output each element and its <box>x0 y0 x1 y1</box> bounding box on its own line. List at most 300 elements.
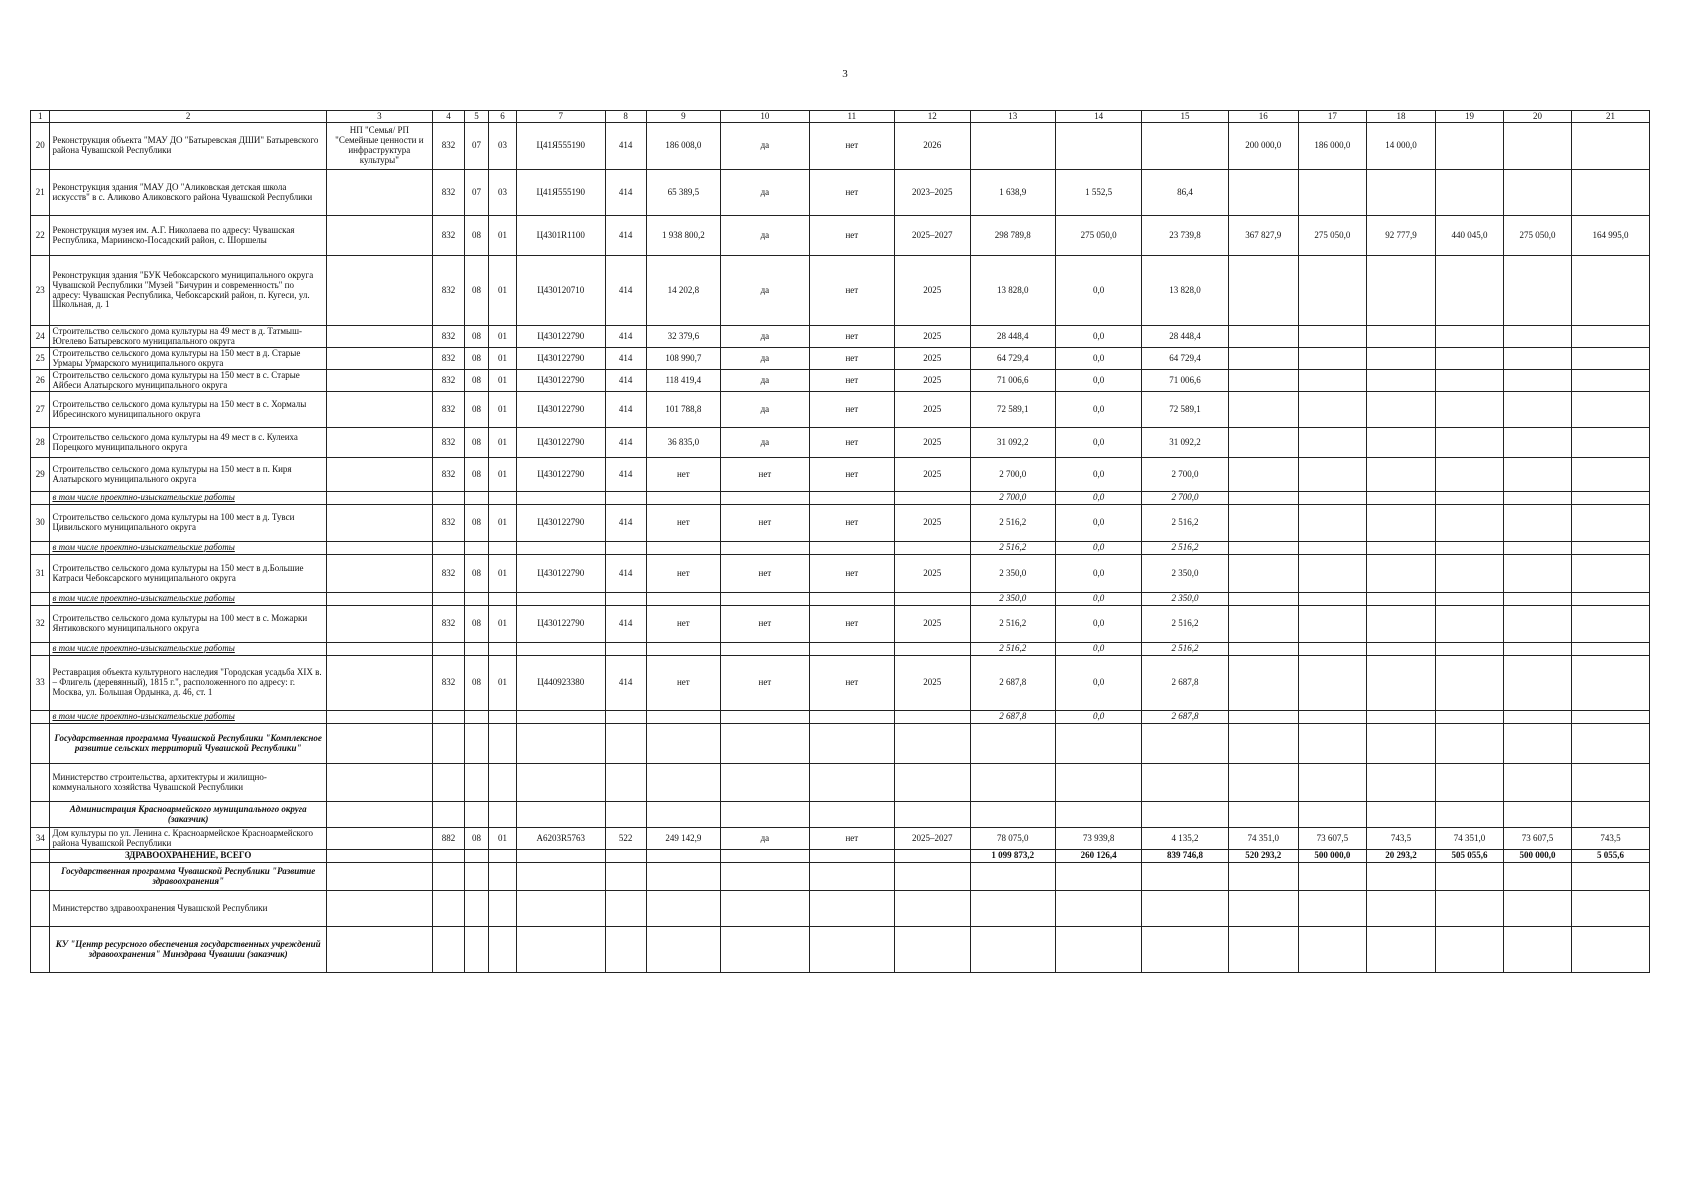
table-cell: 0,0 <box>1055 555 1141 593</box>
table-cell <box>1366 428 1435 458</box>
table-cell: Ц41Я555190 <box>516 170 605 216</box>
table-row <box>31 216 1650 256</box>
table-cell <box>1228 606 1298 643</box>
table-cell: 832 <box>432 370 464 392</box>
table-cell: 14 202,8 <box>646 256 721 326</box>
section-row <box>31 764 1650 802</box>
table-cell <box>465 863 489 891</box>
table-cell <box>1142 123 1228 170</box>
table-cell <box>1504 123 1572 170</box>
table-cell <box>1142 927 1228 973</box>
table-cell: 2 687,8 <box>1142 656 1228 711</box>
table-cell <box>516 492 605 505</box>
table-cell: 2025 <box>894 392 970 428</box>
column-number: 16 <box>1228 111 1298 123</box>
table-cell: 72 589,1 <box>1142 392 1228 428</box>
table-cell: 2 516,2 <box>970 542 1055 555</box>
table-cell <box>1366 492 1435 505</box>
table-cell: Ц430122790 <box>516 348 605 370</box>
table-cell <box>326 656 432 711</box>
table-cell: 64 729,4 <box>970 348 1055 370</box>
table-cell <box>1436 555 1504 593</box>
table-cell <box>1572 428 1650 458</box>
table-cell <box>1366 927 1435 973</box>
table-cell: нет <box>721 505 810 542</box>
table-cell: 0,0 <box>1055 643 1141 656</box>
table-cell <box>1228 492 1298 505</box>
table-cell <box>894 850 970 863</box>
table-cell: 522 <box>605 828 646 850</box>
table-cell <box>1436 326 1504 348</box>
table-cell: Ц430122790 <box>516 392 605 428</box>
column-number: 9 <box>646 111 721 123</box>
table-cell <box>488 891 516 927</box>
table-cell: 2025 <box>894 458 970 492</box>
subtotal-row <box>31 542 1650 555</box>
table-cell <box>488 492 516 505</box>
row-number: 28 <box>31 428 50 458</box>
table-cell: 1 099 873,2 <box>970 850 1055 863</box>
table-cell <box>1572 927 1650 973</box>
table-cell: 260 126,4 <box>1055 850 1141 863</box>
table-cell: 5 055,6 <box>1572 850 1650 863</box>
table-cell: 200 000,0 <box>1228 123 1298 170</box>
table-cell <box>1366 458 1435 492</box>
row-number: 33 <box>31 656 50 711</box>
table-row <box>31 123 1650 170</box>
table-cell <box>1228 656 1298 711</box>
table-cell <box>1298 392 1366 428</box>
table-cell: 414 <box>605 606 646 643</box>
table-cell <box>488 593 516 606</box>
table-cell <box>646 593 721 606</box>
table-cell <box>1504 170 1572 216</box>
table-cell: 31 092,2 <box>970 428 1055 458</box>
table-cell: 249 142,9 <box>646 828 721 850</box>
table-cell: 2023–2025 <box>894 170 970 216</box>
column-number: 6 <box>488 111 516 123</box>
table-cell <box>432 850 464 863</box>
object-name: Строительство сельского дома культуры на 49 мест в с. Кулеиха Порецкого муниципального округа <box>50 428 326 458</box>
row-number: 20 <box>31 123 50 170</box>
table-cell: 2 687,8 <box>970 711 1055 724</box>
table-cell: 2025 <box>894 370 970 392</box>
table-cell <box>721 850 810 863</box>
table-cell: 01 <box>488 828 516 850</box>
table-cell <box>1436 711 1504 724</box>
table-cell: Ц430122790 <box>516 326 605 348</box>
table-cell <box>1504 256 1572 326</box>
table-cell <box>721 764 810 802</box>
table-cell: нет <box>646 606 721 643</box>
table-cell: 2 700,0 <box>970 458 1055 492</box>
table-cell: 500 000,0 <box>1298 850 1366 863</box>
table-cell <box>326 392 432 428</box>
table-cell <box>1228 593 1298 606</box>
table-cell <box>1055 863 1141 891</box>
table-cell: 01 <box>488 256 516 326</box>
table-cell: 414 <box>605 348 646 370</box>
table-cell <box>326 326 432 348</box>
table-cell <box>488 724 516 764</box>
object-name: Администрация Красноармейского муниципального округа (заказчик) <box>50 802 326 828</box>
table-cell <box>1436 542 1504 555</box>
table-cell: 65 389,5 <box>646 170 721 216</box>
table-cell <box>1504 458 1572 492</box>
table-cell <box>605 492 646 505</box>
table-cell <box>1298 891 1366 927</box>
table-cell <box>465 643 489 656</box>
table-cell: 08 <box>465 828 489 850</box>
table-cell: да <box>721 326 810 348</box>
table-cell: да <box>721 216 810 256</box>
table-cell: нет <box>809 216 894 256</box>
table-row <box>31 326 1650 348</box>
table-cell <box>1055 724 1141 764</box>
table-cell: да <box>721 392 810 428</box>
table-cell <box>1142 891 1228 927</box>
table-cell: 832 <box>432 256 464 326</box>
table-cell <box>1228 643 1298 656</box>
table-cell <box>1298 458 1366 492</box>
table-cell: 78 075,0 <box>970 828 1055 850</box>
table-cell <box>605 927 646 973</box>
table-cell <box>1504 606 1572 643</box>
table-cell: 64 729,4 <box>1142 348 1228 370</box>
table-cell: 414 <box>605 326 646 348</box>
table-cell <box>326 370 432 392</box>
table-cell <box>516 802 605 828</box>
table-cell <box>1228 392 1298 428</box>
table-cell <box>605 802 646 828</box>
table-cell: 71 006,6 <box>1142 370 1228 392</box>
table-cell: 13 828,0 <box>1142 256 1228 326</box>
table-cell <box>721 542 810 555</box>
table-cell: Ц4301R1100 <box>516 216 605 256</box>
table-cell <box>894 593 970 606</box>
object-name: в том числе проектно-изыскательские работы <box>50 643 326 656</box>
table-cell <box>1436 593 1504 606</box>
table-cell <box>465 891 489 927</box>
table-cell <box>488 542 516 555</box>
table-cell <box>1504 370 1572 392</box>
table-cell <box>1142 863 1228 891</box>
table-cell <box>970 863 1055 891</box>
table-cell <box>1298 492 1366 505</box>
table-cell <box>1366 370 1435 392</box>
table-cell: 108 990,7 <box>646 348 721 370</box>
table-cell: 01 <box>488 505 516 542</box>
table-row <box>31 348 1650 370</box>
table-cell: 28 448,4 <box>1142 326 1228 348</box>
column-number: 15 <box>1142 111 1228 123</box>
table-cell <box>1055 927 1141 973</box>
table-cell <box>1572 492 1650 505</box>
table-cell: 2 350,0 <box>1142 555 1228 593</box>
table-cell <box>1572 370 1650 392</box>
table-cell <box>326 216 432 256</box>
row-number: 27 <box>31 392 50 428</box>
table-cell: 71 006,6 <box>970 370 1055 392</box>
table-cell <box>516 863 605 891</box>
table-cell <box>326 724 432 764</box>
row-number <box>31 542 50 555</box>
row-number: 24 <box>31 326 50 348</box>
table-cell <box>646 724 721 764</box>
table-cell: 275 050,0 <box>1055 216 1141 256</box>
table-cell <box>516 593 605 606</box>
column-number: 11 <box>809 111 894 123</box>
table-cell <box>1366 724 1435 764</box>
table-cell: А6203R5763 <box>516 828 605 850</box>
row-number <box>31 593 50 606</box>
table-cell <box>1298 927 1366 973</box>
table-cell: 414 <box>605 216 646 256</box>
table-cell <box>1572 724 1650 764</box>
table-cell <box>326 863 432 891</box>
table-cell <box>1572 458 1650 492</box>
column-number: 1 <box>31 111 50 123</box>
table-cell <box>1436 656 1504 711</box>
row-number: 32 <box>31 606 50 643</box>
table-cell <box>1298 256 1366 326</box>
table-cell <box>1228 891 1298 927</box>
table-cell <box>809 891 894 927</box>
table-cell <box>465 492 489 505</box>
column-number: 10 <box>721 111 810 123</box>
table-cell <box>605 863 646 891</box>
table-cell <box>1366 170 1435 216</box>
table-cell <box>1436 505 1504 542</box>
column-number: 13 <box>970 111 1055 123</box>
section-row <box>31 927 1650 973</box>
table-cell: 0,0 <box>1055 656 1141 711</box>
table-cell <box>1572 802 1650 828</box>
object-name: в том числе проектно-изыскательские работы <box>50 542 326 555</box>
object-name: Строительство сельского дома культуры на 150 мест в с. Хормалы Ибресинского муниципального округа <box>50 392 326 428</box>
object-name: Строительство сельского дома культуры на 150 мест в п. Киря Алатырского муниципального округа <box>50 458 326 492</box>
row-number <box>31 492 50 505</box>
table-cell <box>1366 764 1435 802</box>
table-cell: 07 <box>465 170 489 216</box>
table-cell: 832 <box>432 428 464 458</box>
table-cell: 4 135,2 <box>1142 828 1228 850</box>
table-cell: 367 827,9 <box>1228 216 1298 256</box>
table-cell: нет <box>809 458 894 492</box>
table-row <box>31 170 1650 216</box>
table-cell: 01 <box>488 428 516 458</box>
table-cell <box>1142 764 1228 802</box>
table-cell: 0,0 <box>1055 606 1141 643</box>
table-cell: 2 516,2 <box>970 643 1055 656</box>
table-cell: 1 552,5 <box>1055 170 1141 216</box>
table-cell <box>1298 863 1366 891</box>
table-cell <box>894 724 970 764</box>
table-cell <box>1298 542 1366 555</box>
table-cell <box>326 458 432 492</box>
table-cell: 03 <box>488 170 516 216</box>
table-cell: 08 <box>465 505 489 542</box>
table-cell <box>1572 606 1650 643</box>
table-cell <box>1504 927 1572 973</box>
investment-table <box>30 110 1650 973</box>
table-cell <box>721 711 810 724</box>
table-cell <box>432 802 464 828</box>
table-cell <box>1228 458 1298 492</box>
table-cell: 186 008,0 <box>646 123 721 170</box>
column-number: 2 <box>50 111 326 123</box>
table-cell <box>432 643 464 656</box>
table-cell: 2 700,0 <box>1142 458 1228 492</box>
table-cell <box>1572 505 1650 542</box>
object-name: в том числе проектно-изыскательские работы <box>50 492 326 505</box>
object-name: в том числе проектно-изыскательские работы <box>50 711 326 724</box>
table-cell <box>1572 348 1650 370</box>
table-cell <box>894 764 970 802</box>
table-cell <box>894 643 970 656</box>
table-cell <box>516 764 605 802</box>
table-cell <box>1436 764 1504 802</box>
table-cell: 01 <box>488 392 516 428</box>
table-cell: нет <box>646 458 721 492</box>
table-cell: 1 638,9 <box>970 170 1055 216</box>
table-cell <box>1504 711 1572 724</box>
table-cell <box>1228 170 1298 216</box>
object-name: в том числе проектно-изыскательские работы <box>50 593 326 606</box>
table-cell <box>1055 123 1141 170</box>
table-cell <box>1298 428 1366 458</box>
table-cell: 832 <box>432 348 464 370</box>
table-cell: 2 687,8 <box>1142 711 1228 724</box>
table-cell <box>1572 764 1650 802</box>
table-cell <box>721 724 810 764</box>
table-cell: 1 938 800,2 <box>646 216 721 256</box>
table-cell: 414 <box>605 505 646 542</box>
table-cell <box>465 802 489 828</box>
table-cell: 72 589,1 <box>970 392 1055 428</box>
table-cell <box>1436 458 1504 492</box>
table-cell <box>646 764 721 802</box>
table-cell: да <box>721 370 810 392</box>
table-cell <box>1366 348 1435 370</box>
subtotal-row <box>31 593 1650 606</box>
object-name: Реконструкция музея им. А.Г. Николаева по адресу: Чувашская Республика, Мариинско-Посадский район, с. Шоршелы <box>50 216 326 256</box>
row-number <box>31 724 50 764</box>
table-cell: 32 379,6 <box>646 326 721 348</box>
table-cell <box>1228 802 1298 828</box>
table-cell: 13 828,0 <box>970 256 1055 326</box>
table-cell <box>894 542 970 555</box>
table-cell <box>1504 863 1572 891</box>
table-cell <box>1504 656 1572 711</box>
table-cell <box>326 606 432 643</box>
section-row <box>31 724 1650 764</box>
object-name: Министерство строительства, архитектуры и жилищно-коммунального хозяйства Чувашской Республики <box>50 764 326 802</box>
table-cell: 01 <box>488 555 516 593</box>
table-cell: 832 <box>432 170 464 216</box>
row-number: 29 <box>31 458 50 492</box>
table-cell <box>465 593 489 606</box>
table-cell <box>646 643 721 656</box>
table-cell: 2026 <box>894 123 970 170</box>
table-cell <box>721 593 810 606</box>
table-cell <box>1298 370 1366 392</box>
table-cell: 01 <box>488 370 516 392</box>
table-cell: 414 <box>605 123 646 170</box>
table-row <box>31 656 1650 711</box>
table-cell <box>432 593 464 606</box>
object-name: Министерство здравоохранения Чувашской Республики <box>50 891 326 927</box>
column-number: 12 <box>894 111 970 123</box>
table-cell: нет <box>721 555 810 593</box>
table-cell <box>465 764 489 802</box>
table-cell: 73 607,5 <box>1298 828 1366 850</box>
table-cell: 832 <box>432 505 464 542</box>
table-cell <box>809 724 894 764</box>
row-number <box>31 863 50 891</box>
table-cell <box>432 863 464 891</box>
row-number <box>31 850 50 863</box>
table-cell: 0,0 <box>1055 711 1141 724</box>
table-cell <box>1366 542 1435 555</box>
table-cell: 414 <box>605 458 646 492</box>
table-cell: 2 350,0 <box>970 593 1055 606</box>
table-cell <box>646 850 721 863</box>
table-cell <box>894 891 970 927</box>
column-number: 18 <box>1366 111 1435 123</box>
table-cell <box>1298 711 1366 724</box>
section-row <box>31 891 1650 927</box>
table-cell <box>488 711 516 724</box>
table-cell <box>1572 656 1650 711</box>
table-cell: 01 <box>488 606 516 643</box>
table-cell: 0,0 <box>1055 348 1141 370</box>
object-name: Строительство сельского дома культуры на 100 мест в с. Можарки Янтиковского муниципального округа <box>50 606 326 643</box>
table-cell <box>465 850 489 863</box>
table-cell <box>1504 764 1572 802</box>
table-cell: Ц430122790 <box>516 555 605 593</box>
table-cell <box>721 802 810 828</box>
table-cell <box>1298 326 1366 348</box>
table-cell <box>1366 505 1435 542</box>
table-cell: 08 <box>465 606 489 643</box>
table-cell: нет <box>721 458 810 492</box>
table-cell <box>721 863 810 891</box>
column-number: 7 <box>516 111 605 123</box>
table-cell: 92 777,9 <box>1366 216 1435 256</box>
table-cell <box>1366 643 1435 656</box>
column-number: 21 <box>1572 111 1650 123</box>
table-cell: нет <box>809 392 894 428</box>
table-cell: 08 <box>465 370 489 392</box>
table-cell <box>1504 802 1572 828</box>
table-cell <box>1228 711 1298 724</box>
table-cell <box>894 927 970 973</box>
table-cell: 414 <box>605 370 646 392</box>
table-cell: 01 <box>488 326 516 348</box>
table-cell <box>1572 170 1650 216</box>
object-name: Реставрация объекта культурного наследия "Городская усадьба XIX в. – Флигель (деревянный), 1815 г.", расположенного по адресу: г. Москва, ул. Большая Ордынка, д. 46, ст. 1 <box>50 656 326 711</box>
table-cell: 2 516,2 <box>1142 542 1228 555</box>
table-cell <box>1504 891 1572 927</box>
table-row <box>31 828 1650 850</box>
table-cell <box>1055 764 1141 802</box>
table-cell <box>326 711 432 724</box>
table-cell <box>1436 428 1504 458</box>
table-cell: 0,0 <box>1055 392 1141 428</box>
table-cell: 28 448,4 <box>970 326 1055 348</box>
table-cell <box>516 643 605 656</box>
